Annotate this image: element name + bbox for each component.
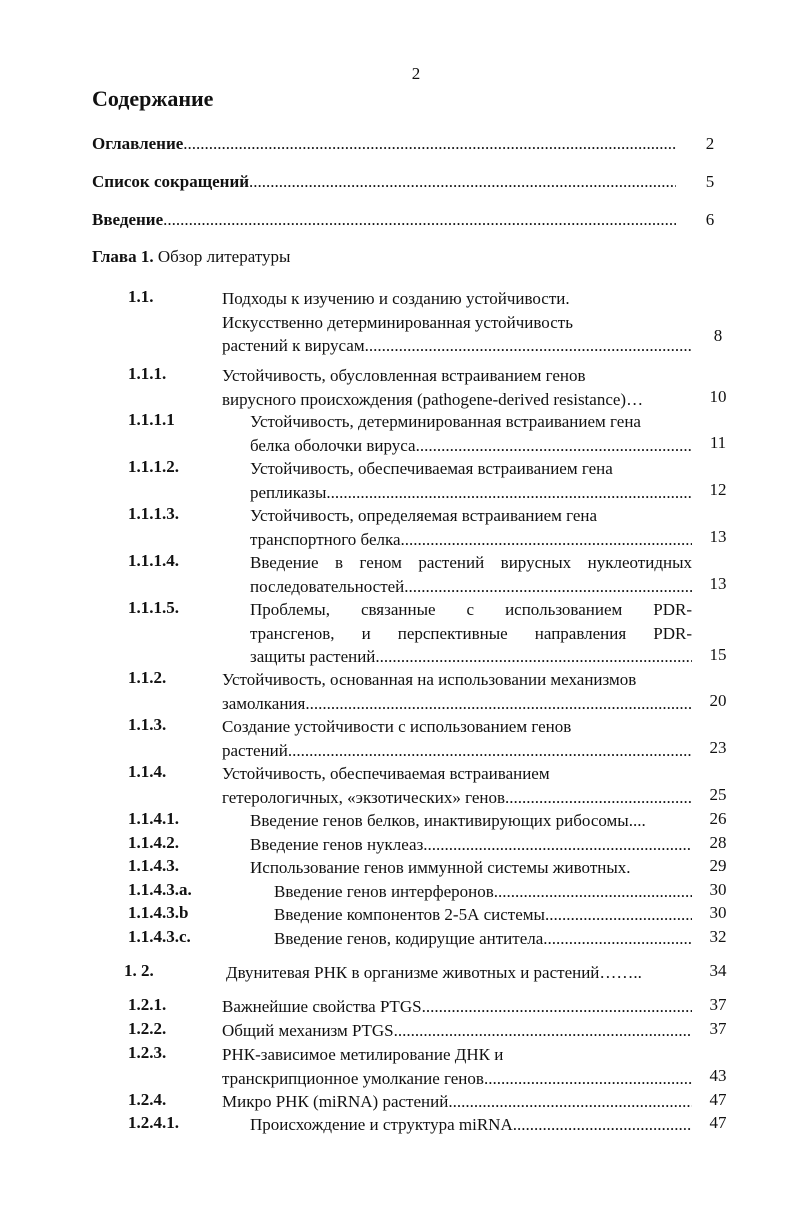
toc-entry-number: 1. 2. — [124, 961, 154, 980]
toc-entry-line: Введение генов нуклеаз — [250, 835, 424, 854]
toc-entry-page: 43 — [709, 1066, 727, 1085]
toc-entry-line: репликазы — [250, 482, 327, 502]
toc-entry-page: 47 — [709, 1090, 727, 1109]
toc-entry-line: гетерологичных, «экзотических» генов — [222, 787, 506, 807]
toc-entry-page: 32 — [709, 927, 727, 946]
chapter-heading — [92, 247, 290, 267]
toc-entry-number: 1.2.4.1. — [128, 1113, 179, 1132]
toc-entry-number: 1.1.1.2. — [128, 457, 179, 476]
toc-entry-number: 1.1.3. — [128, 715, 167, 734]
toc-entry-abbreviations[interactable] — [92, 172, 676, 192]
page-number: 2 — [411, 64, 421, 83]
toc-entry-page: 28 — [709, 833, 727, 852]
toc-entry-line: растений — [222, 740, 288, 760]
toc-entry-page: 25 — [709, 785, 727, 804]
toc-entry-line: Важнейшие свойства PTGS — [222, 997, 422, 1016]
toc-entry-page: 2 — [705, 134, 715, 153]
toc-entry-page: 26 — [709, 809, 727, 828]
toc-entry-line: РНК-зависимое метилирование ДНК и — [222, 1045, 504, 1064]
toc-entry-label: Список сокращений — [92, 172, 250, 191]
toc-entry-number: 1.2.2. — [128, 1019, 167, 1038]
toc-entry-page: 6 — [705, 210, 715, 229]
toc-entry-page: 11 — [709, 433, 727, 452]
toc-entry-number: 1.1.4.1. — [128, 809, 179, 828]
toc-entry-line: Устойчивость, обеспечиваемая встраиванием — [222, 764, 550, 783]
toc-entry-page: 23 — [709, 738, 727, 757]
toc-entry-line: Подходы к изучению и созданию устойчивости. — [222, 289, 570, 308]
toc-entry-number: 1.2.4. — [128, 1090, 167, 1109]
toc-entry-line: вирусного происхождения (pathogene-derived resistance)… — [222, 389, 644, 409]
toc-entry-line: Устойчивость, определяемая встраиванием гена — [250, 506, 598, 525]
toc-entry-line: транскрипционное умолкание генов — [222, 1068, 484, 1088]
toc-entry-label: Оглавление — [92, 134, 184, 153]
toc-entry-line: Искусственно детерминированная устойчивость — [222, 312, 573, 332]
toc-entry-line: Использование генов иммунной системы животных. — [250, 858, 631, 877]
toc-entry-page: 12 — [709, 480, 727, 499]
toc-entry-line: Двунитевая РНК в организме животных и растений…….. — [226, 963, 642, 982]
toc-entry-page: 8 — [713, 326, 723, 345]
toc-entry-page: 5 — [705, 172, 715, 191]
toc-entry-page: 30 — [709, 880, 727, 899]
toc-entry-number: 1.1. — [128, 287, 154, 306]
toc-entry-line: Микро РНК (miRNA) растений — [222, 1092, 449, 1111]
toc-entry-line: Проблемы, связанные с использованием PDR- — [250, 600, 692, 619]
toc-entry-line: Введение в геном растений вирусных нуклеотидных — [250, 553, 692, 572]
toc-entry-page: 37 — [709, 1019, 727, 1038]
toc-entry-introduction[interactable] — [92, 210, 676, 230]
toc-entry-line: последовательностей — [250, 576, 405, 596]
toc-entry-number: 1.1.4.3.b — [128, 903, 189, 922]
toc-entry-line: Введение генов белков, инактивирующих рибосомы.... — [250, 811, 646, 830]
toc-entry-number: 1.1.1. — [128, 364, 167, 383]
toc-entry-number: 1.1.4.2. — [128, 833, 179, 852]
toc-entry-number: 1.1.1.3. — [128, 504, 179, 523]
toc-entry-page: 20 — [709, 691, 727, 710]
toc-entry-line: замолкания — [222, 693, 306, 713]
toc-entry-contents[interactable] — [92, 134, 676, 154]
toc-entry-number: 1.1.1.1 — [128, 410, 175, 429]
toc-entry-number: 1.1.2. — [128, 668, 167, 687]
toc-entry-page: 30 — [709, 903, 727, 922]
toc-entry-line: Устойчивость, обеспечиваемая встраиванием гена — [250, 459, 613, 478]
toc-entry-page: 29 — [709, 856, 727, 875]
toc-entry-page: 34 — [709, 961, 727, 980]
toc-entry-line: растений к вирусам — [222, 336, 365, 355]
toc-entry-line: защиты растений — [250, 647, 376, 666]
toc-entry-page: 10 — [709, 387, 727, 406]
toc-entry-number: 1.2.3. — [128, 1043, 167, 1062]
toc-entry-label: Введение — [92, 210, 164, 229]
chapter-label: Глава 1. — [92, 247, 154, 266]
chapter-title: Обзор литературы — [157, 247, 291, 266]
toc-entry-line: Введение генов, кодирущие антитела — [274, 929, 544, 948]
toc-entry-page: 13 — [709, 574, 727, 593]
toc-entry-line: Общий механизм PTGS — [222, 1021, 394, 1040]
toc-entry-page: 47 — [709, 1113, 727, 1132]
toc-entry-line: Устойчивость, обусловленная встраиванием генов — [222, 366, 586, 385]
toc-entry-number: 1.1.4.3. — [128, 856, 179, 875]
toc-entry-number: 1.1.4. — [128, 762, 167, 781]
toc-entry-line: Создание устойчивости с использованием генов — [222, 717, 572, 736]
toc-entry-number: 1.1.4.3.a. — [128, 880, 192, 899]
page-title: Содержание — [92, 86, 214, 111]
toc-entry-line: белка оболочки вируса — [250, 435, 416, 455]
toc-entry-line: трансгенов, и перспективные направления PDR- — [250, 623, 692, 643]
toc-entry-page: 37 — [709, 995, 727, 1014]
toc-entry-number: 1.1.1.5. — [128, 598, 179, 617]
toc-entry-line: Происхождение и структура miRNA — [250, 1115, 513, 1134]
toc-entry-line: Введение генов интерферонов — [274, 882, 494, 901]
toc-entry-line: транспортного белка — [250, 529, 401, 549]
toc-entry-line: Устойчивость, основанная на использовании механизмов — [222, 670, 637, 689]
toc-entry-number: 1.2.1. — [128, 995, 167, 1014]
toc-entry-line: Введение компонентов 2-5А системы — [274, 905, 545, 924]
toc-entry-page: 13 — [709, 527, 727, 546]
toc-entry-number: 1.1.1.4. — [128, 551, 179, 570]
toc-entry-number: 1.1.4.3.c. — [128, 927, 191, 946]
toc-entry-line: Устойчивость, детерминированная встраиванием гена — [250, 412, 641, 431]
toc-entry-page: 15 — [709, 645, 727, 664]
